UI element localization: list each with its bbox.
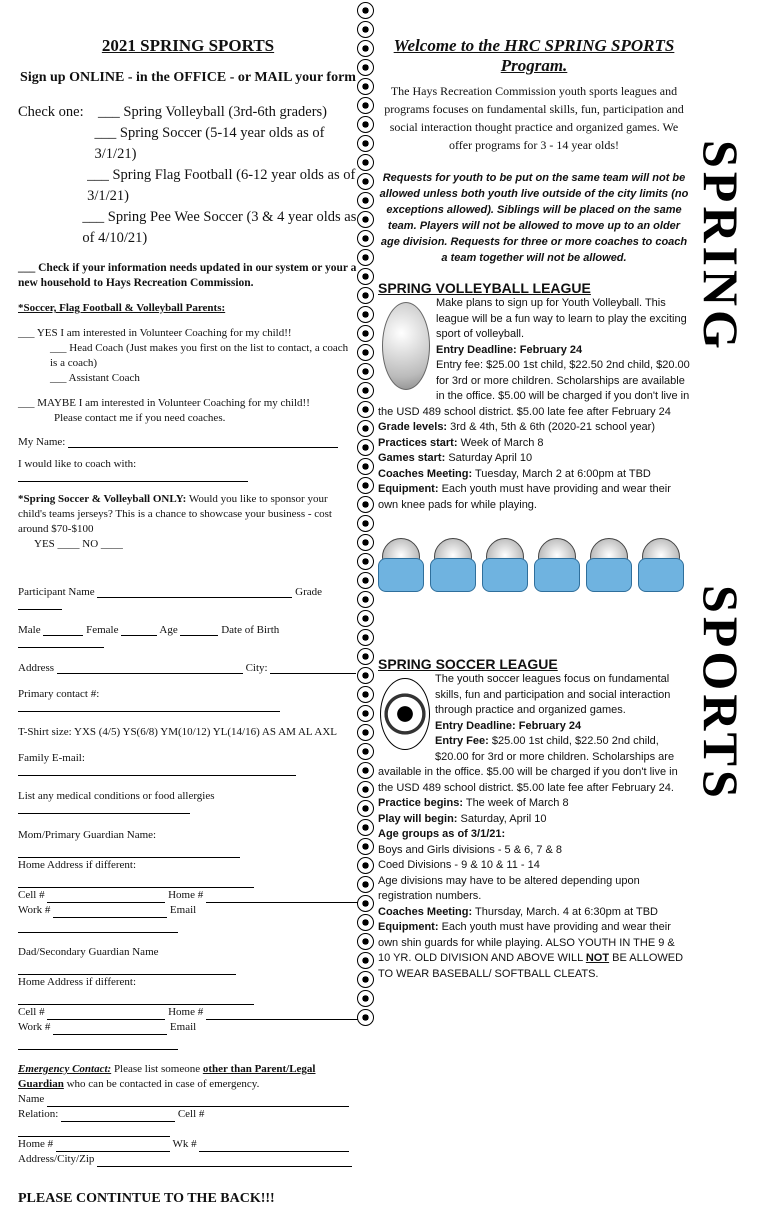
soccer-ball-icon: [357, 648, 374, 665]
soccer-ball-icon: [357, 2, 374, 19]
coach-with-label: I would like to coach with:: [18, 458, 137, 470]
dob-field[interactable]: [18, 647, 104, 648]
tshirt-sizes[interactable]: T-Shirt size: YXS (4/5) YS(6/8) YM(10/12) YL(14/16) AS AM AL AXL: [18, 726, 337, 738]
soccer-ball-icon: [357, 420, 374, 437]
primary-contact-field[interactable]: [18, 711, 280, 712]
check-one-label: Check one:: [18, 104, 84, 120]
soccer-ball-icon: [357, 325, 374, 342]
soccer-ball-icon: [357, 287, 374, 304]
continue-note: PLEASE CONTINTUE TO THE BACK!!!: [18, 1191, 275, 1206]
option-flag-football[interactable]: ___ Spring Flag Football (6-12 year olds as of 3/1/21): [87, 167, 356, 204]
soccer-ball-icon: [357, 458, 374, 475]
soccer-ball-icon: [357, 439, 374, 456]
family-email-field[interactable]: [18, 775, 296, 776]
emergency-relation-label: Relation:: [18, 1108, 59, 1120]
soccer-age-label: Age groups as of 3/1/21:: [378, 828, 506, 840]
soccer-ball-icon: [357, 401, 374, 418]
dad-email-label: Email: [169, 1021, 197, 1033]
soccer-play-label: Play will begin:: [378, 812, 458, 825]
soccer-deadline: Entry Deadline: February 24: [435, 719, 582, 732]
soccer-ball-icon: [357, 686, 374, 703]
soccer-ball-icon: [357, 553, 374, 570]
option-peewee-soccer[interactable]: ___ Spring Pee Wee Soccer (3 & 4 year olds as of 4/10/21): [82, 209, 357, 246]
soccer-ball-icon: [357, 135, 374, 152]
soccer-age-3: Age divisions may have to be altered depending upon registration numbers.: [378, 874, 640, 902]
grade-label: Grade: [295, 586, 323, 598]
city-label: City:: [245, 662, 268, 674]
soccer-ball-icon: [357, 857, 374, 874]
soccer-ball-icon: [357, 154, 374, 171]
dad-name-label: Dad/Secondary Guardian Name: [18, 946, 159, 958]
volleyball-details: [378, 296, 690, 513]
welcome-intro: The Hays Recreation Commission youth sports leagues and programs focuses on fundamental skills, fun, participation and social interaction thought practice and organized games. We offer programs for 3 - 14 year olds!: [384, 84, 684, 152]
mom-home-address-label: Home Address if different:: [18, 859, 137, 871]
sport-options: [18, 102, 358, 249]
mom-email-label: Email: [169, 904, 197, 916]
masked-soccer-ball-icon: [638, 538, 682, 596]
parents-heading: *Soccer, Flag Football & Volleyball Parents:: [18, 302, 226, 314]
emergency-heading: Emergency Contact:: [18, 1063, 112, 1075]
mom-work-label: Work #: [18, 904, 51, 916]
soccer-ball-icon: [357, 990, 374, 1007]
volleyball-intro: Make plans to sign up for Youth Volleyball. This league will be a fun way to learn to play the exciting sport of volleyball.: [436, 297, 687, 340]
family-email-label: Family E-mail:: [18, 752, 85, 764]
soccer-ball-icon: [357, 572, 374, 589]
masked-volleyball-icon: [430, 538, 474, 596]
dad-home-field[interactable]: [206, 1019, 358, 1020]
head-coach[interactable]: ___ Head Coach (Just makes you first on the list to contact, a coach is a coach): [50, 342, 349, 369]
address-city-zip-label: Address/City/Zip: [18, 1153, 95, 1165]
soccer-ball-icon: [357, 515, 374, 532]
mom-email-field[interactable]: [18, 932, 178, 933]
soccer-age-2: Coed Divisions - 9 & 10 & 11 - 14: [378, 859, 540, 871]
soccer-ball-icon: [357, 914, 374, 931]
soccer-ball-icon: [357, 876, 374, 893]
side-spring-text: SPRING: [693, 140, 749, 353]
mom-home-label: Home #: [168, 889, 204, 901]
soccer-ball-icon: [357, 363, 374, 380]
dad-home-address-label: Home Address if different:: [18, 976, 137, 988]
male-label: Male: [18, 624, 41, 636]
program-info: [378, 30, 690, 513]
masked-volleyball-icon: [534, 538, 578, 596]
soccer-ball-icon: [357, 724, 374, 741]
medical-label: List any medical conditions or food allergies: [18, 790, 215, 802]
volleyball-practices-value: Week of March 8: [460, 436, 544, 449]
form-title: 2021 SPRING SPORTS: [101, 36, 275, 55]
soccer-fee-label: Entry Fee:: [435, 735, 489, 747]
soccer-fee-value: $25.00 1st child, $22.50 2nd child, $20.00 for 3rd or more children. Scholarships are available in the office. $5.00 will be charged if you don't live in the USD 489 school district. $5.00 late fee after February 24.: [378, 735, 678, 794]
dad-work-label: Work #: [18, 1021, 51, 1033]
emergency-bold: other than Parent/Legal Guardian: [18, 1063, 316, 1090]
volleyball-games-value: Saturday April 10: [448, 452, 533, 464]
soccer-age-1: Boys and Girls divisions - 5 & 6, 7 & 8: [378, 843, 563, 856]
emergency-home-label: Home #: [18, 1138, 54, 1150]
volleyball-heading: SPRING VOLLEYBALL LEAGUE: [378, 280, 591, 296]
soccer-practice-label: Practice begins:: [378, 797, 463, 809]
soccer-ball-icon: [357, 819, 374, 836]
volleyball-equipment-label: Equipment:: [378, 483, 439, 495]
age-label: Age: [159, 624, 178, 636]
volleyball-meeting-value: Tuesday, March 2 at 6:00pm at TBD: [475, 467, 651, 480]
soccer-equipment-not: NOT: [585, 952, 610, 964]
soccer-ball-icon: [357, 629, 374, 646]
soccer-ball-icon: [357, 781, 374, 798]
soccer-ball-icon: [357, 211, 374, 228]
soccer-equipment-value2: BE ALLOWED TO WEAR BASEBALL/ SOFTBALL CLEATS.: [378, 952, 684, 980]
coach-maybe[interactable]: ___ MAYBE I am interested in Volunteer Coaching for my child!!: [18, 397, 310, 409]
registration-form: [18, 30, 358, 1207]
volleyball-practices-label: Practices start:: [378, 436, 458, 449]
emergency-text: Please list someone: [113, 1063, 201, 1075]
soccer-ball-icon: [357, 705, 374, 722]
soccer-ball-border: [355, 0, 375, 1024]
side-title-sports: [690, 585, 760, 802]
soccer-ball-icon: [357, 173, 374, 190]
emergency-name-label: Name: [18, 1093, 45, 1105]
volleyball-equipment-value: Each youth must have providing and wear their own knee pads for while playing.: [378, 483, 671, 511]
soccer-ball-icon: [357, 971, 374, 988]
soccer-ball-icon: [357, 952, 374, 969]
dob-label: Date of Birth: [221, 624, 280, 636]
volleyball-deadline: Entry Deadline: February 24: [436, 343, 583, 356]
soccer-ball-icon: [357, 306, 374, 323]
primary-contact-label: Primary contact #:: [18, 688, 100, 700]
soccer-ball-icon: [357, 800, 374, 817]
soccer-ball-icon: [357, 344, 374, 361]
soccer-equipment-label: Equipment:: [378, 921, 439, 933]
soccer-ball-icon: [357, 97, 374, 114]
participant-label: Participant Name: [18, 586, 95, 598]
masked-balls-graphic: [378, 538, 682, 596]
soccer-details: [378, 672, 690, 982]
city-field[interactable]: [270, 673, 356, 674]
emergency-text2: who can be contacted in case of emergency.: [66, 1078, 260, 1090]
masked-volleyball-icon: [378, 538, 422, 596]
volleyball-games-label: Games start:: [378, 452, 446, 464]
assistant-coach[interactable]: ___ Assistant Coach: [50, 372, 140, 384]
address-city-zip-field[interactable]: [97, 1166, 352, 1167]
soccer-ball-icon: [357, 230, 374, 247]
dad-home-label: Home #: [168, 1006, 204, 1018]
soccer-equipment-value: Each youth must have providing and wear their own shin guards for while playing. ALSO YOUTH IN THE 9 & 10 YR. OLD DIVISION AND ABOVE WILL: [378, 921, 675, 964]
masked-soccer-ball-icon: [482, 538, 526, 596]
dad-cell-label: Cell #: [18, 1006, 45, 1018]
mom-name-label: Mom/Primary Guardian Name:: [18, 829, 157, 841]
soccer-ball-icon: [357, 933, 374, 950]
soccer-ball-icon: [357, 838, 374, 855]
volleyball-fee: Entry fee: $25.00 1st child, $22.50 2nd child, $20.00 for 3rd or more children. Scholarships are available in the office. $5.00 will be charged if you don't live in the USD 489 school district. $5.00 late fee after February 24: [378, 359, 690, 418]
soccer-meeting-label: Coaches Meeting:: [378, 905, 473, 918]
sponsor-heading: *Spring Soccer & Volleyball ONLY:: [18, 493, 187, 505]
soccer-ball-icon: [357, 268, 374, 285]
dad-work-field[interactable]: [53, 1034, 167, 1035]
soccer-ball-icon: [357, 534, 374, 551]
age-field[interactable]: [180, 635, 218, 636]
soccer-ball-icon: [357, 667, 374, 684]
soccer-play-value: Saturday, April 10: [460, 812, 547, 825]
volleyball-grade-label: Grade levels:: [378, 421, 448, 433]
sponsor-yes-no[interactable]: YES ____ NO ____: [34, 538, 123, 550]
grade-field[interactable]: [18, 609, 62, 610]
my-name-label: My Name:: [18, 436, 66, 448]
emergency-relation-field[interactable]: [61, 1121, 175, 1122]
soccer-info: [378, 642, 690, 982]
participant-field[interactable]: [97, 597, 292, 598]
emergency-wk-label: Wk #: [172, 1138, 197, 1150]
soccer-ball-icon: [357, 78, 374, 95]
sponsor-text: Would you like to sponsor your child's teams jerseys? This is a chance to showcase your business - cost around $70-$100: [18, 493, 332, 535]
soccer-ball-icon: [357, 21, 374, 38]
masked-volleyball-icon: [586, 538, 630, 596]
side-title-spring: [690, 140, 760, 353]
soccer-ball-icon: [357, 116, 374, 133]
soccer-ball-icon: [357, 895, 374, 912]
medical-field[interactable]: [18, 813, 190, 814]
female-label: Female: [86, 624, 119, 636]
side-sports-text: SPORTS: [693, 585, 749, 802]
soccer-heading: SPRING SOCCER LEAGUE: [378, 656, 558, 672]
soccer-ball-icon: [357, 496, 374, 513]
soccer-intro: The youth soccer leagues focus on fundamental skills, fun and participation and social interaction through practice and organized games.: [435, 673, 671, 716]
soccer-ball-icon: [357, 610, 374, 627]
coach-contact: Please contact me if you need coaches.: [54, 412, 226, 424]
soccer-meeting-value: Thursday, March. 4 at 6:30pm at TBD: [475, 905, 659, 918]
coach-with-field[interactable]: [18, 481, 248, 482]
volleyball-grade-value: 3rd & 4th, 5th & 6th (2020-21 school year): [450, 421, 655, 433]
soccer-ball-icon: [357, 40, 374, 57]
soccer-ball-icon: [357, 762, 374, 779]
soccer-ball-icon: [357, 249, 374, 266]
soccer-ball-icon: [357, 192, 374, 209]
volleyball-meeting-label: Coaches Meeting:: [378, 467, 473, 480]
soccer-ball-icon: [357, 382, 374, 399]
soccer-ball-icon: [357, 59, 374, 76]
soccer-ball-icon: [357, 591, 374, 608]
mom-work-field[interactable]: [53, 917, 167, 918]
emergency-cell-label: Cell #: [177, 1108, 205, 1120]
update-note[interactable]: ___ Check if your information needs updated in our system or your a new household to Hays Recreation Commission.: [18, 262, 357, 289]
soccer-ball-icon: [357, 743, 374, 760]
soccer-practice-value: The week of March 8: [465, 797, 569, 809]
address-field[interactable]: [57, 673, 243, 674]
male-field[interactable]: [43, 635, 83, 636]
dad-email-field[interactable]: [18, 1049, 178, 1050]
volleyball-icon: [382, 302, 430, 390]
mom-cell-label: Cell #: [18, 889, 45, 901]
form-subtitle: Sign up ONLINE - in the OFFICE - or MAIL your form: [20, 70, 356, 85]
my-name-field[interactable]: [68, 447, 338, 448]
soccer-ball-icon: [380, 678, 430, 750]
option-volleyball[interactable]: ___ Spring Volleyball (3rd-6th graders): [98, 104, 328, 120]
welcome-title: Welcome to the HRC SPRING SPORTS Program.: [393, 36, 675, 75]
coach-yes[interactable]: ___ YES I am interested in Volunteer Coaching for my child!!: [18, 327, 292, 339]
team-request-notice: Requests for youth to be put on the same team will not be allowed unless both youth live outside of the city limits (no exceptions allowed). Siblings will be placed on the same team. Players will not be allowed to move up to an older age division. Requests for three or more coaches to coach a team together will not be allowed.: [379, 172, 689, 264]
soccer-ball-icon: [357, 1009, 374, 1026]
address-label: Address: [18, 662, 55, 674]
option-soccer[interactable]: ___ Spring Soccer (5-14 year olds as of 3/1/21): [94, 125, 325, 162]
female-field[interactable]: [121, 635, 157, 636]
mom-home-field[interactable]: [206, 902, 358, 903]
soccer-ball-icon: [357, 477, 374, 494]
